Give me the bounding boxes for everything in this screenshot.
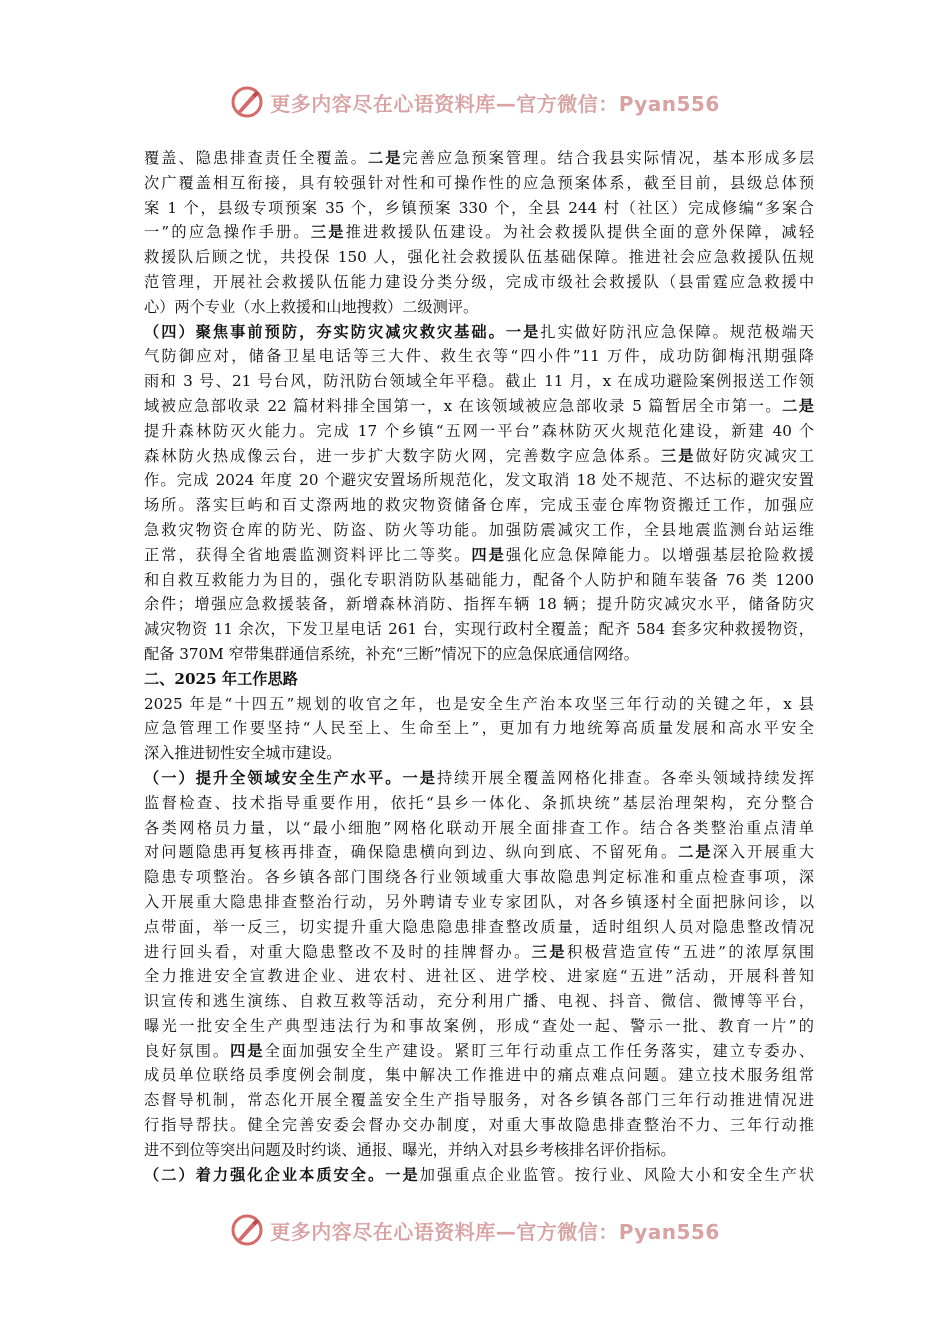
text-line	[144, 741, 814, 766]
text-line	[144, 692, 814, 717]
body-text: 强化应急保障能力。以增强基层抢险救援	[505, 545, 814, 564]
body-text: 持续开展全覆盖网格化排查。各牵头领域持续发挥	[436, 768, 814, 787]
text-line	[144, 518, 814, 543]
text-line	[144, 295, 814, 320]
body-text: 隐患专项整治。各乡镇各部门围绕各行业领域重大事故隐患判定标准和重点检查事项，深	[144, 868, 814, 887]
text-line	[144, 1088, 814, 1113]
body-text: 点带面，举一反三，切实提升重大隐患隐患排查整改质量，适时组织人员对隐患整改情况	[144, 917, 814, 936]
body-text: 曝光一批安全生产典型违法行为和事故案例，形成“查处一起、警示一批、教育一片”的	[144, 1016, 814, 1035]
bold-text: （一）提升全领域安全生产水平。一是	[144, 768, 437, 787]
body-text: 域被应急部收录 22 篇材料排全国第一，x 在该领域被应急部收录 5 篇暂居全市第一。	[144, 396, 783, 415]
body-text: 提升森林防灭火能力。完成 17 个乡镇“五网一平台”森林防灭火规范化建设，新建 40 个	[144, 421, 814, 440]
body-text: 森林防火热成像云台，进一步扩大数字防火网，完善数字应急体系。	[144, 446, 661, 465]
text-line	[144, 419, 814, 444]
body-text: 识宣传和逃生演练、自救互救等活动，充分利用广播、电视、抖音、微信、微博等平台，	[144, 992, 814, 1011]
body-text: 态督导机制，常态化开展全覆盖安全生产指导服务，对各乡镇各部门三年行动推进情况进	[144, 1091, 814, 1110]
body-text: 加强重点企业监管。按行业、风险大小和安全生产状	[419, 1165, 814, 1184]
text-line	[144, 642, 814, 667]
body-text: 救援队后顾之忧，共投保 150 人，强化社会救援队伍基础保障。推进社会应急救援队伍规	[144, 248, 814, 267]
body-text: 对问题隐患再复核再排查，确保隐患横向到边、纵向到底、不留死角。	[144, 843, 679, 862]
text-line	[144, 989, 814, 1014]
body-text: 配备 370M 窄带集群通信系统，补充“三断”情况下的应急保底通信网络。	[144, 644, 639, 663]
body-text: 正常，获得全省地震监测资料评比二等奖。	[144, 545, 472, 564]
text-line	[144, 1163, 814, 1188]
text-line	[144, 667, 814, 692]
text-line	[144, 617, 814, 642]
body-text: 场所。落实巨屿和百丈漈两地的救灾物资储备仓库，完成玉壶仓库物资搬迁工作，加强应	[144, 496, 814, 515]
bold-text: 四是	[471, 545, 506, 564]
text-line	[144, 468, 814, 493]
text-line	[144, 369, 814, 394]
text-line	[144, 270, 814, 295]
watermark-text: 更多内容尽在心语资料库—官方微信：Pyan556	[270, 1219, 720, 1244]
bold-text: 三是	[310, 223, 346, 242]
body-text: 范管理，开展社会救援队伍能力建设分类分级，完成市级社会救援队（县雷霆应急救援中	[144, 272, 814, 291]
text-line	[144, 1113, 814, 1138]
watermark-text: 更多内容尽在心语资料库—官方微信：Pyan556	[270, 91, 720, 116]
body-text: 一”的应急操作手册。	[144, 223, 311, 242]
watermark-banner-top	[0, 82, 950, 122]
text-line	[144, 964, 814, 989]
body-text: 做好防灾减灾工	[695, 446, 814, 465]
body-text: 良好氛围。	[144, 1041, 231, 1060]
text-line	[144, 543, 814, 568]
text-line	[144, 840, 814, 865]
text-line	[144, 716, 814, 741]
document-body	[144, 146, 814, 1187]
text-line	[144, 220, 814, 245]
text-line	[144, 568, 814, 593]
text-line	[144, 766, 814, 791]
text-line	[144, 394, 814, 419]
body-text: 次广覆盖相互衔接，具有较强针对性和可操作性的应急预案体系，截至目前，县级总体预	[144, 173, 814, 192]
body-text: 2025 年是“十四五”规划的收官之年，也是安全生产治本攻坚三年行动的关键之年，x 县	[144, 694, 814, 713]
body-text: 深入推进韧性安全城市建设。	[144, 744, 342, 763]
text-line	[144, 1063, 814, 1088]
text-line	[144, 816, 814, 841]
body-text: 急救灾物资仓库的防光、防盗、防火等功能。加强防震减灾工作，全县地震监测台站运维	[144, 520, 814, 539]
body-text: 进行回头看，对重大隐患整改不及时的挂牌督办。	[144, 942, 532, 961]
watermark-banner-bottom	[0, 1210, 950, 1250]
body-text: 气防御应对，储备卫星电话等三大件、救生衣等“四小件”11 万件，成功防御梅汛期强降	[144, 347, 814, 366]
body-text: 心）两个专业（水上救援和山地搜救）二级测评。	[144, 297, 479, 316]
bold-text: （二）着力强化企业本质安全。一是	[144, 1165, 420, 1184]
body-text: 减灾物资 11 余次，下发卫星电话 261 台，实现行政村全覆盖；配齐 584 套多灾种救援物资，	[144, 620, 814, 639]
text-line	[144, 146, 814, 171]
text-line	[144, 245, 814, 270]
body-text: 扎实做好防汛应急保障。规范极端天	[540, 322, 814, 341]
text-line	[144, 1039, 814, 1064]
text-line	[144, 592, 814, 617]
body-text: 和自救互救能力为目的，强化专职消防队基础能力，配备个人防护和随车装备 76 类 1200	[144, 570, 814, 589]
body-text: 余件；增强应急救援装备，新增森林消防、指挥车辆 18 辆；提升防灾减灾水平，储备防灾	[144, 595, 814, 614]
body-text: 覆盖、隐患排查责任全覆盖。	[144, 149, 369, 167]
text-line	[144, 890, 814, 915]
bold-text: 三是	[531, 942, 567, 961]
bold-text: 三是	[660, 446, 696, 465]
body-text: 行指导帮扶。健全完善安委会督办交办制度，对重大事故隐患排查整治不力、三年行动推	[144, 1116, 814, 1135]
text-line	[144, 791, 814, 816]
bold-text: （四）聚焦事前预防，夯实防灾减灾救灾基础。一是	[144, 322, 541, 341]
bold-text: 二、2025 年工作思路	[144, 669, 298, 688]
body-text: 监督检查、技术指导重要作用，依托“县乡一体化、条抓块统”基层治理架构，充分整合	[144, 793, 814, 812]
body-text: 入开展重大隐患排查整治行动，另外聘请专业专家团队，对各乡镇逐村全面把脉问诊，以	[144, 892, 814, 911]
text-line	[144, 171, 814, 196]
body-text: 全力推进安全宣教进企业、进农村、进社区、进学校、进家庭“五进”活动，开展科普知	[144, 967, 814, 986]
body-text: 深入开展重大	[712, 843, 814, 862]
pen-seal-logo-icon	[230, 85, 264, 119]
body-text: 积极营造宣传“五进”的浓厚氛围	[566, 942, 814, 961]
body-text: 作。完成 2024 年度 20 个避灾安置场所规范化，发文取消 18 处不规范、不达标的避灾安置	[144, 471, 814, 490]
text-line	[144, 493, 814, 518]
text-line	[144, 196, 814, 221]
pen-seal-logo-icon	[230, 1213, 264, 1247]
body-text: 雨和 3 号、21 号台风，防汛防台领域全年平稳。截止 11 月，x 在成功避险案例报送工作领	[144, 372, 814, 391]
body-text: 应急管理工作要坚持“人民至上、生命至上”，更加有力地统筹高质量发展和高水平安全	[144, 719, 814, 738]
bold-text: 二是	[782, 396, 814, 415]
text-line	[144, 1014, 814, 1039]
body-text: 进不到位等突出问题及时约谈、通报、曝光，并纳入对县乡考核排名评价指标。	[144, 1140, 676, 1159]
text-line	[144, 915, 814, 940]
text-line	[144, 1138, 814, 1163]
body-text: 全面加强安全生产建设。紧盯三年行动重点工作任务落实，建立专委办、	[264, 1041, 814, 1060]
text-line	[144, 320, 814, 345]
text-line	[144, 940, 814, 965]
body-text: 推进救援队伍建设。为社会救援队提供全面的意外保障，减轻	[345, 223, 814, 242]
bold-text: 二是	[368, 149, 403, 167]
text-line	[144, 865, 814, 890]
body-text: 成员单位联络员季度例会制度，集中解决工作推进中的痛点难点问题。建立技术服务组常	[144, 1066, 814, 1085]
text-line	[144, 444, 814, 469]
text-line	[144, 344, 814, 369]
body-text: 各类网格员力量，以“最小细胞”网格化联动开展全面排查工作。结合各类整治重点清单	[144, 818, 814, 837]
body-text: 案 1 个，县级专项预案 35 个，乡镇预案 330 个，全县 244 村（社区）完成修编“多案合	[144, 198, 814, 217]
bold-text: 二是	[678, 843, 713, 862]
body-text: 完善应急预案管理。结合我县实际情况，基本形成多层	[402, 149, 814, 167]
bold-text: 四是	[230, 1041, 265, 1060]
